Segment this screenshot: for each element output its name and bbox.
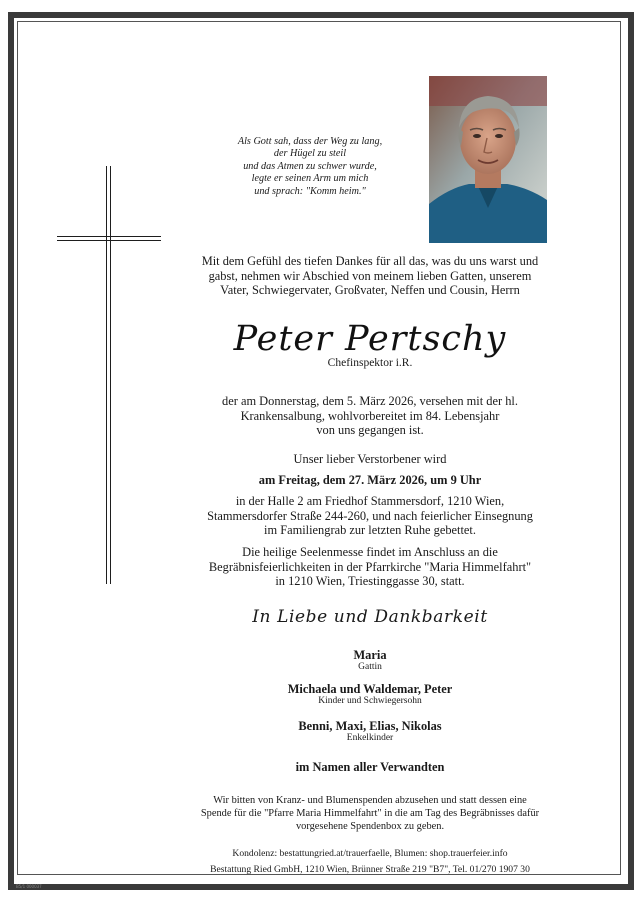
death-notice-line: von uns gegangen ist. bbox=[316, 423, 424, 438]
mourner-entry bbox=[160, 719, 580, 743]
intro-line: Mit dem Gefühl des tiefen Dankes für all das, was du uns warst und bbox=[201, 254, 539, 268]
cross-vertical-line bbox=[106, 166, 107, 584]
death-notice-line: der am Donnerstag, dem 5. März 2026, versehen mit der hl. bbox=[222, 394, 518, 408]
funeral-place-line: im Familiengrab zur letzten Ruhe gebettet. bbox=[264, 523, 476, 538]
deceased-name: Peter Pertschy bbox=[233, 319, 507, 359]
mourner-role: Gattin bbox=[358, 662, 382, 672]
mourner-entry bbox=[160, 682, 580, 706]
closing-phrase: In Liebe und Dankbarkeit bbox=[252, 607, 488, 627]
funeral-place-line: in der Halle 2 am Friedhof Stammersdorf, 1210 Wien, bbox=[235, 494, 505, 508]
donation-line: Spende für die "Pfarre Maria Himmelfahrt" in die am Tag des Begräbnisses dafür bbox=[200, 808, 540, 819]
relatives-line: im Namen aller Verwandten bbox=[295, 760, 445, 774]
poem-line: der Hügel zu steil bbox=[273, 148, 347, 160]
funeral-place-line: Stammersdorfer Straße 244-260, und nach feierlicher Einsegnung bbox=[207, 508, 533, 523]
document-id: B5/1 000037 bbox=[16, 884, 42, 889]
undertaker-footer: Bestattung Ried GmbH, 1210 Wien, Brünner Straße 219 "B7", Tel. 01/270 1907 30 bbox=[210, 864, 530, 875]
funeral-place bbox=[160, 494, 580, 538]
mass-line: Die heilige Seelenmesse findet im Anschluss an die bbox=[242, 545, 498, 559]
condolence-info: Kondolenz: bestattungried.at/trauerfaelle, Blumen: shop.trauerfeier.info bbox=[232, 848, 508, 859]
donation-line: vorgesehene Spendenbox zu geben. bbox=[295, 821, 445, 832]
deceased-title: Chefinspektor i.R. bbox=[327, 357, 413, 369]
poem-line: Als Gott sah, dass der Weg zu lang, bbox=[237, 136, 383, 147]
mourner-name: Benni, Maxi, Elias, Nikolas bbox=[298, 719, 442, 733]
mourner-role: Kinder und Schwiegersohn bbox=[318, 696, 422, 706]
mass-line: in 1210 Wien, Triestinggasse 30, statt. bbox=[275, 574, 465, 589]
cross-horizontal-line bbox=[57, 236, 161, 237]
intro-line: gabst, nehmen wir Abschied von meinem lieben Gatten, unserem bbox=[208, 268, 532, 283]
mourner-role: Enkelkinder bbox=[346, 733, 394, 743]
poem-line: und das Atmen zu schwer wurde, bbox=[243, 160, 377, 172]
mass-line: Begräbnisfeierlichkeiten in der Pfarrkirche "Maria Himmelfahrt" bbox=[208, 559, 532, 574]
intro-line: Vater, Schwiegervater, Großvater, Neffen und Cousin, Herrn bbox=[220, 283, 520, 298]
mourner-name: Maria bbox=[353, 648, 387, 662]
mourner-name: Michaela und Waldemar, Peter bbox=[287, 682, 453, 696]
portrait-image bbox=[429, 76, 547, 243]
death-notice bbox=[160, 394, 580, 438]
mass-notice bbox=[160, 545, 580, 589]
cross-vertical-line bbox=[110, 166, 111, 584]
donation-line: Wir bitten von Kranz- und Blumenspenden abzusehen und statt dessen eine bbox=[213, 795, 527, 806]
poem-line: und sprach: "Komm heim." bbox=[254, 185, 366, 197]
deceased-portrait-photo bbox=[429, 76, 547, 243]
poem bbox=[200, 136, 420, 198]
death-notice-line: Krankensalbung, wohlvorbereitet im 84. Lebensjahr bbox=[240, 408, 500, 423]
cross-horizontal-line bbox=[57, 240, 161, 241]
funeral-date: am Freitag, dem 27. März 2026, um 9 Uhr bbox=[258, 473, 482, 487]
intro-text bbox=[160, 254, 580, 298]
funeral-intro: Unser lieber Verstorbener wird bbox=[293, 452, 447, 466]
mourner-entry bbox=[160, 648, 580, 672]
poem-line: legte er seinen Arm um mich bbox=[251, 173, 369, 185]
donation-notice bbox=[170, 794, 570, 833]
